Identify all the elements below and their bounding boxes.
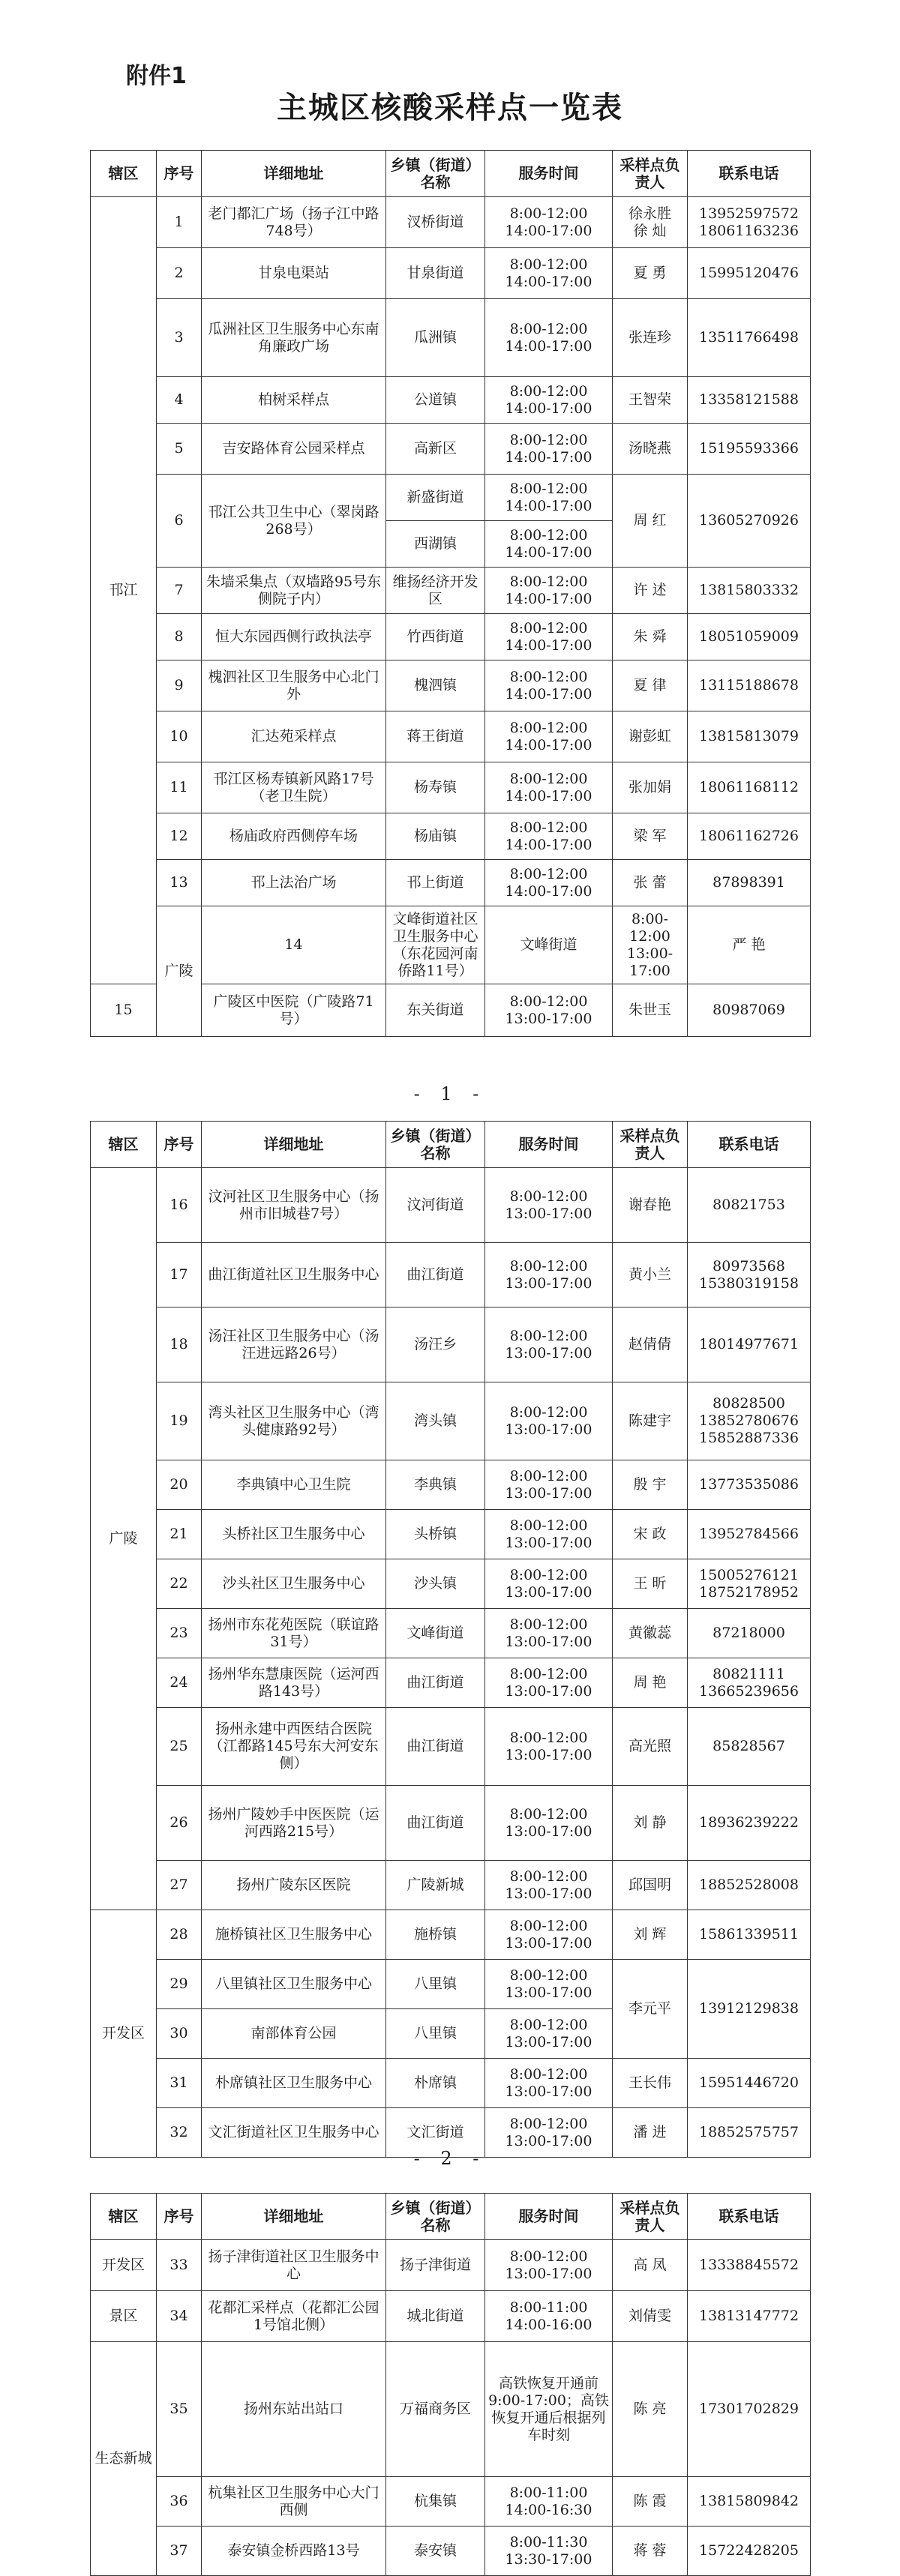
time-cell: 8:00-11:00 14:00-16:00 [485,2291,613,2342]
address-cell: 邗江公共卫生中心（翠岗路268号） [202,475,386,568]
no-cell: 25 [157,1708,202,1786]
person-cell: 周 艳 [613,1658,688,1708]
time-cell: 8:00-12:00 13:00-17:00 [485,1307,613,1382]
town-cell: 文汇街道 [386,2108,485,2158]
time-cell: 8:00-12:00 14:00-17:00 [485,424,613,475]
person-cell: 谢春艳 [613,1168,688,1243]
town-cell: 施桥镇 [386,1910,485,1960]
person-cell: 谢彭虹 [613,711,688,762]
address-cell: 八里镇社区卫生服务中心 [202,1960,386,2009]
time-cell: 8:00-12:00 13:00-17:00 [485,2009,613,2059]
no-cell: 8 [157,614,202,660]
time-cell: 8:00-12:00 14:00-17:00 [485,568,613,614]
table-row [91,1861,811,1910]
phone-cell: 15995120476 [688,248,811,299]
sampling-table-page-1 [90,150,810,1037]
phone-cell: 15195593366 [688,424,811,475]
phone-cell: 13952784566 [688,1510,811,1559]
town-header: 乡镇（街道）名称 [386,2194,485,2240]
town-cell: 汊桥街道 [386,197,485,248]
table-row [91,248,811,299]
phone-header: 联系电话 [688,2194,811,2240]
phone-cell: 13815803332 [688,568,811,614]
header-row [91,2194,811,2240]
table-row [91,2240,811,2291]
person-cell: 王智荣 [613,377,688,424]
address-cell: 扬州东站出站口 [202,2342,386,2477]
town-cell: 蒋王街道 [386,711,485,762]
no-cell: 4 [157,377,202,424]
attachment-label: 附件1 [126,63,187,89]
phone-cell: 13605270926 [688,475,811,568]
person-cell: 周 红 [613,475,688,568]
time-cell: 8:00-12:00 14:00-17:00 [485,711,613,762]
time-cell: 8:00-12:00 13:00-17:00 [485,1786,613,1861]
phone-cell: 18061168112 [688,762,811,813]
time-cell: 8:00-12:00 13:00-17:00 [485,1658,613,1708]
town-cell: 城北街道 [386,2291,485,2342]
time-cell: 8:00-12:00 13:00-17:00 [485,1510,613,1559]
phone-cell: 13358121588 [688,377,811,424]
no-cell: 28 [157,1910,202,1960]
town-cell: 汤汪乡 [386,1307,485,1382]
time-cell: 8:00-12:00 13:00-17:00 [485,2108,613,2158]
no-cell: 5 [157,424,202,475]
table-row [91,906,811,984]
person-header: 采样点负责人 [613,1122,688,1168]
no-header: 序号 [157,1122,202,1168]
person-cell: 张连珍 [613,299,688,377]
address-cell: 湾头社区卫生服务中心（湾头健康路92号） [202,1382,386,1460]
person-cell: 邱国明 [613,1861,688,1910]
phone-cell: 13115188678 [688,660,811,711]
phone-cell: 13773535086 [688,1460,811,1510]
table-row [91,2477,811,2527]
phone-cell: 18061162726 [688,813,811,860]
person-cell: 陈 霞 [613,2477,688,2527]
no-cell: 26 [157,1786,202,1861]
no-cell: 32 [157,2108,202,2158]
address-cell: 朱墙采集点（双墙路95号东侧院子内） [202,568,386,614]
district-header: 辖区 [91,1122,157,1168]
data-table [90,2193,811,2576]
address-cell: 花都汇采样点（花都汇公园1号馆北侧） [202,2291,386,2342]
address-cell: 邗江区杨寿镇新风路17号（老卫生院） [202,762,386,813]
time-cell: 8:00-12:00 13:00-17:00 [485,1861,613,1910]
no-cell: 1 [157,197,202,248]
town-cell: 东关街道 [386,984,485,1037]
phone-cell: 15722428205 [688,2527,811,2576]
time-cell: 8:00-12:00 13:00-17:00 [613,906,688,984]
town-cell: 竹西街道 [386,614,485,660]
table-row [91,1382,811,1460]
phone-cell: 13511766498 [688,299,811,377]
no-header: 序号 [157,151,202,197]
town-cell: 维扬经济开发区 [386,568,485,614]
town-header: 乡镇（街道）名称 [386,1122,485,1168]
no-cell: 11 [157,762,202,813]
time-cell: 8:00-12:00 14:00-17:00 [485,377,613,424]
person-cell: 李元平 [613,1960,688,2059]
no-cell: 36 [157,2477,202,2527]
phone-header: 联系电话 [688,1122,811,1168]
no-cell: 7 [157,568,202,614]
address-cell: 文峰街道社区卫生服务中心（东花园河南侨路11号） [386,906,485,984]
town-cell: 文峰街道 [386,1609,485,1658]
table-row [91,1708,811,1786]
time-header: 服务时间 [485,1122,613,1168]
time-cell: 8:00-12:00 14:00-17:00 [485,614,613,660]
phone-cell: 15005276121 18752178952 [688,1559,811,1609]
time-cell: 8:00-12:00 14:00-17:00 [485,299,613,377]
town-cell: 瓜洲镇 [386,299,485,377]
phone-cell: 80821111 13665239656 [688,1658,811,1708]
table-row [91,377,811,424]
address-cell: 槐泗社区卫生服务中心北门外 [202,660,386,711]
town-cell: 广陵新城 [386,1861,485,1910]
address-cell: 汶河社区卫生服务中心（扬州市旧城巷7号） [202,1168,386,1243]
town-cell: 曲江街道 [386,1658,485,1708]
table-row [91,762,811,813]
no-cell: 24 [157,1658,202,1708]
address-header: 详细地址 [202,151,386,197]
time-cell: 8:00-12:00 13:00-17:00 [485,1460,613,1510]
time-cell: 8:00-12:00 13:00-17:00 [485,2059,613,2108]
no-cell: 22 [157,1559,202,1609]
time-cell: 8:00-12:00 14:00-17:00 [485,521,613,568]
address-cell: 李典镇中心卫生院 [202,1460,386,1510]
address-cell: 朴席镇社区卫生服务中心 [202,2059,386,2108]
person-cell: 陈 亮 [613,2342,688,2477]
phone-cell: 13813147772 [688,2291,811,2342]
table-row [91,475,811,521]
town-cell: 甘泉街道 [386,248,485,299]
table-row [91,299,811,377]
page-title: 主城区核酸采样点一览表 [277,90,623,125]
address-cell: 扬州市东花苑医院（联谊路31号） [202,1609,386,1658]
phone-cell: 13815813079 [688,711,811,762]
town-cell: 曲江街道 [386,1708,485,1786]
no-cell: 19 [157,1382,202,1460]
table-row [91,568,811,614]
table-row [91,1786,811,1861]
time-cell: 8:00-12:00 13:00-17:00 [485,1168,613,1243]
time-cell: 8:00-12:00 13:00-17:00 [485,1708,613,1786]
address-cell: 柏树采样点 [202,377,386,424]
table-row [91,1559,811,1609]
town-cell: 八里镇 [386,2009,485,2059]
no-cell: 6 [157,475,202,568]
town-cell: 公道镇 [386,377,485,424]
sampling-table-page-3 [90,2193,810,2576]
person-cell: 宋 政 [613,1510,688,1559]
phone-cell: 18014977671 [688,1307,811,1382]
address-cell: 施桥镇社区卫生服务中心 [202,1910,386,1960]
no-cell: 23 [157,1609,202,1658]
town-cell: 湾头镇 [386,1382,485,1460]
address-cell: 邗上法治广场 [202,860,386,906]
address-cell: 扬州华东慧康医院（运河西路143号） [202,1658,386,1708]
page-number-2: - 2 - [413,2148,487,2169]
person-cell: 刘 静 [613,1786,688,1861]
district-cell: 广陵 [157,906,202,1037]
town-cell: 扬子津街道 [386,2240,485,2291]
phone-cell: 15951446720 [688,2059,811,2108]
no-cell: 33 [157,2240,202,2291]
table-row [91,2059,811,2108]
phone-header: 联系电话 [688,151,811,197]
no-cell: 12 [157,813,202,860]
address-cell: 汤汪社区卫生服务中心（汤汪进远路26号） [202,1307,386,1382]
town-cell: 头桥镇 [386,1510,485,1559]
address-cell: 杨庙政府西侧停车场 [202,813,386,860]
phone-cell: 18936239222 [688,1786,811,1861]
district-cell: 广陵 [91,1168,157,1910]
person-cell: 蒋 蓉 [613,2527,688,2576]
address-cell: 曲江街道社区卫生服务中心 [202,1243,386,1307]
phone-cell: 13815809842 [688,2477,811,2527]
phone-cell: 18852528008 [688,1861,811,1910]
person-cell: 黄小兰 [613,1243,688,1307]
address-cell: 沙头社区卫生服务中心 [202,1559,386,1609]
person-cell: 严 艳 [688,906,811,984]
address-cell: 甘泉电渠站 [202,248,386,299]
table-row [91,197,811,248]
address-header: 详细地址 [202,2194,386,2240]
district-cell: 开发区 [91,1910,157,2158]
time-cell: 8:00-12:00 13:00-17:00 [485,1609,613,1658]
person-cell: 朱世玉 [613,984,688,1037]
page-number-1: - 1 - [413,1083,487,1104]
person-cell: 朱 舜 [613,614,688,660]
address-cell: 泰安镇金桥西路13号 [202,2527,386,2576]
no-cell: 9 [157,660,202,711]
person-header: 采样点负责人 [613,151,688,197]
town-cell: 汶河街道 [386,1168,485,1243]
table-row [91,860,811,906]
address-cell: 扬子津街道社区卫生服务中心 [202,2240,386,2291]
table-row [91,1168,811,1243]
phone-cell: 80987069 [688,984,811,1037]
time-header: 服务时间 [485,2194,613,2240]
table-row [91,1510,811,1559]
time-cell: 8:00-12:00 14:00-17:00 [485,762,613,813]
table-row [91,2527,811,2576]
phone-cell: 18852575757 [688,2108,811,2158]
district-cell: 邗江 [91,197,157,984]
address-cell: 文汇街道社区卫生服务中心 [202,2108,386,2158]
person-cell: 殷 宇 [613,1460,688,1510]
town-cell: 沙头镇 [386,1559,485,1609]
time-cell: 8:00-12:00 13:00-17:00 [485,1910,613,1960]
table-row [91,424,811,475]
table-row [91,1658,811,1708]
phone-cell: 87218000 [688,1609,811,1658]
table-row [91,813,811,860]
phone-cell: 85828567 [688,1708,811,1786]
time-cell: 8:00-12:00 13:00-17:00 [485,1960,613,2009]
table-row [91,614,811,660]
person-cell: 高光照 [613,1708,688,1786]
no-cell: 16 [157,1168,202,1243]
person-cell: 高 凤 [613,2240,688,2291]
town-cell: 文峰街道 [485,906,613,984]
person-cell: 刘 辉 [613,1910,688,1960]
time-cell: 8:00-12:00 14:00-17:00 [485,860,613,906]
person-cell: 王长伟 [613,2059,688,2108]
phone-cell: 13338845572 [688,2240,811,2291]
town-cell: 邗上街道 [386,860,485,906]
address-cell: 杭集社区卫生服务中心大门西侧 [202,2477,386,2527]
no-cell: 18 [157,1307,202,1382]
no-cell: 37 [157,2527,202,2576]
no-cell: 27 [157,1861,202,1910]
town-cell: 杨庙镇 [386,813,485,860]
person-cell: 汤晓燕 [613,424,688,475]
phone-cell: 18051059009 [688,614,811,660]
district-cell: 生态新城 [91,2342,157,2576]
person-cell: 黄徽蕊 [613,1609,688,1658]
time-cell: 8:00-12:00 13:00-17:00 [485,1243,613,1307]
town-cell: 高新区 [386,424,485,475]
district-cell: 开发区 [91,2240,157,2291]
table-row [91,1243,811,1307]
person-cell: 夏 律 [613,660,688,711]
phone-cell: 80821753 [688,1168,811,1243]
no-cell: 10 [157,711,202,762]
table-row [91,1460,811,1510]
address-cell: 南部体育公园 [202,2009,386,2059]
no-cell: 13 [157,860,202,906]
town-cell: 八里镇 [386,1960,485,2009]
town-cell: 杭集镇 [386,2477,485,2527]
person-cell: 刘倩雯 [613,2291,688,2342]
person-cell: 夏 勇 [613,248,688,299]
phone-cell: 13912129838 [688,1960,811,2059]
no-header: 序号 [157,2194,202,2240]
address-cell: 头桥社区卫生服务中心 [202,1510,386,1559]
no-cell: 3 [157,299,202,377]
phone-cell: 13952597572 18061163236 [688,197,811,248]
table-row [91,1910,811,1960]
time-cell: 8:00-11:30 13:30-17:00 [485,2527,613,2576]
table-row [91,2342,811,2477]
district-header: 辖区 [91,2194,157,2240]
no-cell: 20 [157,1460,202,1510]
person-cell: 赵倩倩 [613,1307,688,1382]
table-row [91,711,811,762]
time-cell: 8:00-12:00 13:00-17:00 [485,2240,613,2291]
address-cell: 吉安路体育公园采样点 [202,424,386,475]
address-cell: 扬州广陵东区医院 [202,1861,386,1910]
time-cell: 8:00-12:00 14:00-17:00 [485,475,613,521]
no-cell: 34 [157,2291,202,2342]
data-table [90,1121,811,2158]
phone-cell: 17301702829 [688,2342,811,2477]
no-cell: 30 [157,2009,202,2059]
person-cell: 徐永胜 徐 灿 [613,197,688,248]
time-cell: 8:00-12:00 14:00-17:00 [485,197,613,248]
town-cell: 朴席镇 [386,2059,485,2108]
phone-cell: 15861339511 [688,1910,811,1960]
district-cell: 景区 [91,2291,157,2342]
address-cell: 瓜洲社区卫生服务中心东南角廉政广场 [202,299,386,377]
town-cell: 曲江街道 [386,1786,485,1861]
town-header: 乡镇（街道）名称 [386,151,485,197]
time-cell: 8:00-12:00 14:00-17:00 [485,660,613,711]
person-header: 采样点负责人 [613,2194,688,2240]
table-row [91,1307,811,1382]
person-cell: 陈建宇 [613,1382,688,1460]
header-row [91,1122,811,1168]
person-cell: 潘 进 [613,2108,688,2158]
table-row [91,660,811,711]
town-cell: 李典镇 [386,1460,485,1510]
time-cell: 8:00-12:00 13:00-17:00 [485,984,613,1037]
person-cell: 张 蕾 [613,860,688,906]
no-cell: 35 [157,2342,202,2477]
town-cell: 曲江街道 [386,1243,485,1307]
no-cell: 17 [157,1243,202,1307]
person-cell: 梁 军 [613,813,688,860]
address-cell: 老门都汇广场（扬子江中路748号） [202,197,386,248]
town-cell: 新盛街道 [386,475,485,521]
time-cell: 8:00-12:00 14:00-17:00 [485,813,613,860]
table-row [91,2291,811,2342]
town-cell: 槐泗镇 [386,660,485,711]
no-cell: 21 [157,1510,202,1559]
town-cell: 万福商务区 [386,2342,485,2477]
address-cell: 广陵区中医院（广陵路71号） [202,984,386,1037]
person-cell: 张加娟 [613,762,688,813]
phone-cell: 80973568 15380319158 [688,1243,811,1307]
sampling-table-page-2 [90,1121,810,2158]
time-cell: 高铁恢复开通前9:00-17:00；高铁恢复开通后根据列车时刻 [485,2342,613,2477]
address-cell: 汇达苑采样点 [202,711,386,762]
time-cell: 8:00-12:00 13:00-17:00 [485,1382,613,1460]
time-cell: 8:00-12:00 14:00-17:00 [485,248,613,299]
no-cell: 14 [202,906,386,984]
table-row [91,1609,811,1658]
no-cell: 15 [91,984,157,1037]
time-header: 服务时间 [485,151,613,197]
person-cell: 许 述 [613,568,688,614]
address-header: 详细地址 [202,1122,386,1168]
data-table [90,150,811,1037]
district-header: 辖区 [91,151,157,197]
no-cell: 31 [157,2059,202,2108]
town-cell: 杨寿镇 [386,762,485,813]
header-row [91,151,811,197]
address-cell: 恒大东园西侧行政执法亭 [202,614,386,660]
no-cell: 29 [157,1960,202,2009]
phone-cell: 80828500 13852780676 15852887336 [688,1382,811,1460]
address-cell: 扬州永建中西医结合医院（江都路145号东大河安东侧） [202,1708,386,1786]
table-row [91,1960,811,2009]
no-cell: 2 [157,248,202,299]
person-cell: 王 昕 [613,1559,688,1609]
time-cell: 8:00-12:00 13:00-17:00 [485,1559,613,1609]
address-cell: 扬州广陵妙手中医医院（运河西路215号） [202,1786,386,1861]
time-cell: 8:00-11:00 14:00-16:30 [485,2477,613,2527]
town-cell: 西湖镇 [386,521,485,568]
town-cell: 泰安镇 [386,2527,485,2576]
phone-cell: 87898391 [688,860,811,906]
